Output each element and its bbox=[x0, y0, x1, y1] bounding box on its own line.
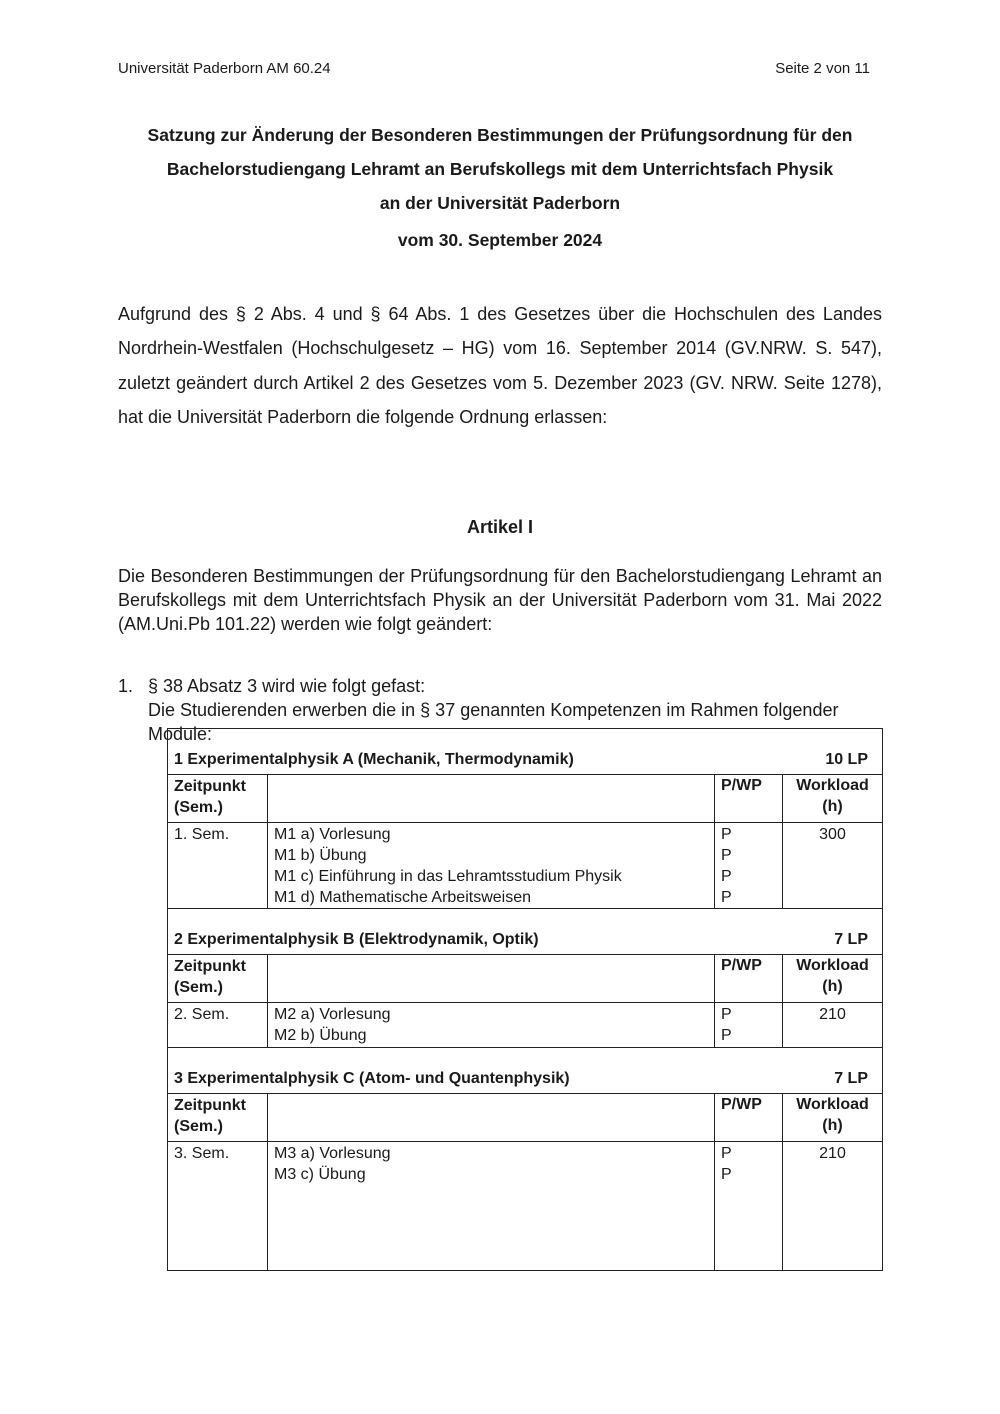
document-date: vom 30. September 2024 bbox=[397, 230, 603, 250]
module-block bbox=[168, 1047, 882, 1270]
page-number: Seite 2 von 11 bbox=[775, 60, 870, 77]
table-row bbox=[168, 1142, 882, 1270]
module-title-row bbox=[168, 909, 882, 955]
title-line: Satzung zur Änderung der Besonderen Bestimmungen der Prüfungsordnung für den bbox=[147, 125, 853, 145]
module-title: 2 Experimentalphysik B (Elektrodynamik, Optik) bbox=[174, 931, 539, 948]
module-table bbox=[167, 728, 883, 1271]
item-line: Die Studierenden erwerben die in § 37 genannten Kompetenzen im Rahmen folgender Module: bbox=[148, 700, 839, 744]
workload-cell: 210 bbox=[819, 1145, 846, 1162]
table-row bbox=[168, 1003, 882, 1047]
course-header bbox=[268, 1094, 715, 1141]
table-header-row bbox=[168, 955, 882, 1003]
item-line: § 38 Absatz 3 wird wie folgt gefast: bbox=[148, 676, 426, 696]
module-credits: 7 LP bbox=[834, 931, 868, 948]
course-header bbox=[268, 775, 715, 822]
course-item: M1 d) Mathematische Arbeitsweisen bbox=[274, 889, 531, 906]
zeitpunkt-header: Zeitpunkt (Sem.) bbox=[168, 1094, 268, 1141]
workload-header: Workload (h) bbox=[796, 1096, 869, 1134]
status-cell: P P P P bbox=[715, 823, 783, 908]
zeitpunkt-header: Zeitpunkt (Sem.) bbox=[168, 955, 268, 1002]
workload-cell: 300 bbox=[819, 826, 846, 843]
article-heading: Artikel I bbox=[466, 517, 534, 537]
module-title-row bbox=[168, 729, 882, 775]
semester-cell: 2. Sem. bbox=[168, 1003, 268, 1047]
course-item: M3 c) Übung bbox=[274, 1166, 366, 1183]
workload-header: Workload (h) bbox=[796, 957, 869, 995]
status-cell: P P bbox=[715, 1142, 783, 1270]
course-item: M2 a) Vorlesung bbox=[274, 1006, 391, 1023]
module-credits: 10 LP bbox=[825, 751, 868, 768]
course-item: M2 b) Übung bbox=[274, 1027, 367, 1044]
module-title: 3 Experimentalphysik C (Atom- und Quantenphysik) bbox=[174, 1070, 570, 1087]
item-number: 1. bbox=[118, 676, 134, 696]
courses-cell bbox=[268, 1142, 715, 1270]
semester-cell: 1. Sem. bbox=[168, 823, 268, 908]
table-header-row bbox=[168, 1094, 882, 1142]
article-intro: Die Besonderen Bestimmungen der Prüfungsordnung für den Bachelorstudiengang Lehramt an Berufskollegs mit dem Unterrichtsfach Physik an der Universität Paderborn vom 31. Mai 2022 (AM.Uni.Pb 101.22) werden wie folgt geändert: bbox=[118, 566, 882, 634]
courses-cell bbox=[268, 1003, 715, 1047]
pwp-header: P/WP bbox=[715, 955, 783, 1002]
title-line: Bachelorstudiengang Lehramt an Berufskollegs mit dem Unterrichtsfach Physik bbox=[166, 159, 834, 179]
semester-cell: 3. Sem. bbox=[168, 1142, 268, 1270]
title-line: an der Universität Paderborn bbox=[379, 193, 621, 213]
workload-header: Workload (h) bbox=[796, 777, 869, 815]
table-header-row bbox=[168, 775, 882, 823]
courses-cell bbox=[268, 823, 715, 908]
module-block bbox=[168, 729, 882, 908]
header-left: Universität Paderborn AM 60.24 bbox=[118, 60, 331, 77]
pwp-header: P/WP bbox=[715, 775, 783, 822]
document-title bbox=[100, 118, 900, 220]
course-item: M3 a) Vorlesung bbox=[274, 1145, 391, 1162]
module-title-row bbox=[168, 1048, 882, 1094]
course-item: M1 b) Übung bbox=[274, 847, 367, 864]
zeitpunkt-header: Zeitpunkt (Sem.) bbox=[168, 775, 268, 822]
course-item: M1 c) Einführung in das Lehramtsstudium Physik bbox=[274, 868, 622, 885]
page-header bbox=[118, 60, 870, 77]
pwp-header: P/WP bbox=[715, 1094, 783, 1141]
course-header bbox=[268, 955, 715, 1002]
status-cell: P P bbox=[715, 1003, 783, 1047]
module-credits: 7 LP bbox=[834, 1070, 868, 1087]
course-item: M1 a) Vorlesung bbox=[274, 826, 391, 843]
module-title: 1 Experimentalphysik A (Mechanik, Thermodynamik) bbox=[174, 751, 574, 768]
table-row bbox=[168, 823, 882, 908]
workload-cell: 210 bbox=[819, 1006, 846, 1023]
module-block bbox=[168, 908, 882, 1047]
preamble-paragraph: Aufgrund des § 2 Abs. 4 und § 64 Abs. 1 des Gesetzes über die Hochschulen des Landes Nordrhein-Westfalen (Hochschulgesetz – HG) vom 16. September 2014 (GV.NRW. S. 547), zuletzt geändert durch Artikel 2 des Gesetzes vom 5. Dezember 2023 (GV. NRW. Seite 1278), hat die Universität Paderborn die folgende Ordnung erlassen: bbox=[118, 304, 882, 427]
